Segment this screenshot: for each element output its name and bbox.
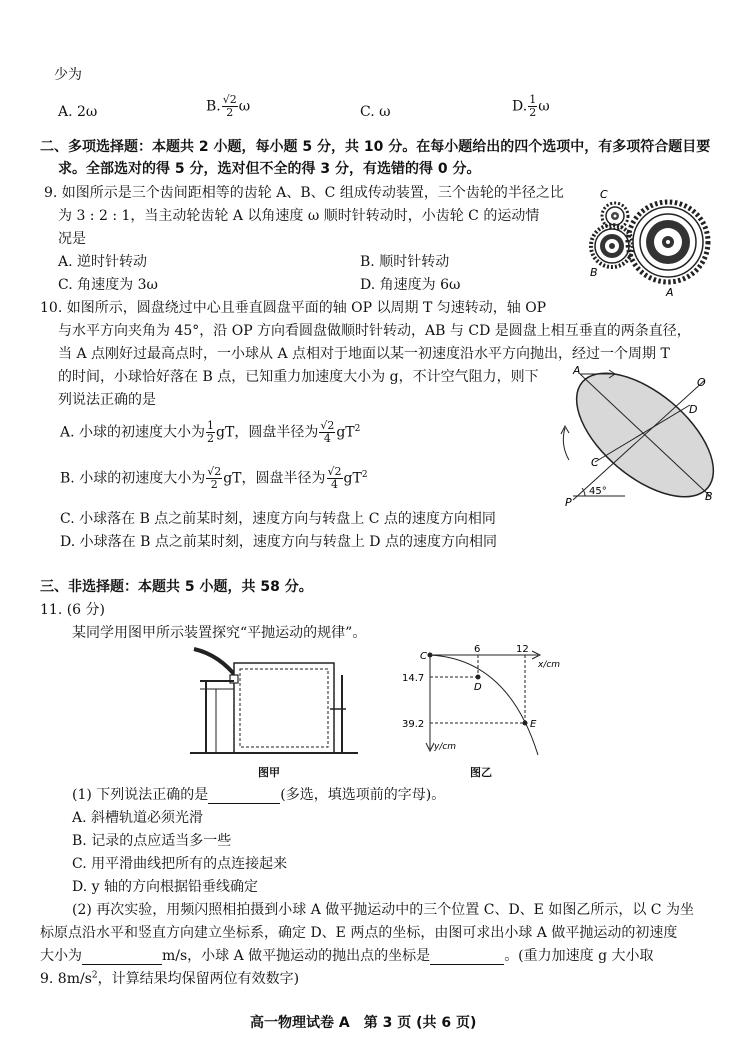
point-label-d: D (474, 682, 482, 693)
q8-option-c: C. ω (360, 104, 391, 120)
gear-label-c: C (600, 188, 608, 201)
section2-line1: 二、多项选择题：本题共 2 小题，每小题 5 分，共 10 分。在每小题给出的四个选项中，有多项符合题目要 (40, 139, 711, 155)
disc-figure (555, 360, 735, 510)
q11-option-d: D. y 轴的方向根据铅垂线确定 (72, 879, 258, 895)
q9-option-c: C. 角速度为 3ω (58, 277, 158, 293)
q9-line3: 况是 (58, 231, 86, 247)
disc-angle-label: 45° (589, 486, 607, 497)
q8-option-d: D. $\frac{1}{2}$ ω (512, 93, 550, 119)
q9-option-a: A. 逆时针转动 (58, 254, 148, 270)
q11-part2-line3: 大小为 m/s，小球 A 做平抛运动的抛出点的坐标是 。(重力加速度 g 大小取 (40, 948, 654, 964)
q9-option-b: B. 顺时针转动 (360, 254, 450, 270)
q10-line2: 与水平方向夹角为 45°，沿 OP 方向看圆盘做顺时针转动，AB 与 CD 是圆盘上相互垂直的两条直径， (58, 323, 691, 339)
disc-label-c: C (591, 456, 599, 469)
q8-tail-line: 少为 (54, 67, 82, 83)
fig1-caption: 图甲 (258, 766, 280, 779)
q11-option-b: B. 记录的点应适当多一些 (72, 833, 232, 849)
q10-line5: 列说法正确的是 (58, 392, 156, 408)
point-label-e: E (530, 719, 537, 730)
q11-intro: 某同学用图甲所示装置探究“平抛运动的规律”。 (72, 625, 367, 641)
disc-label-p: P (565, 496, 572, 509)
x-tick-6: 6 (474, 645, 481, 655)
gear-label-a: A (666, 286, 674, 299)
q11-coordinate-blank[interactable] (430, 948, 504, 965)
y-axis-label: y/cm (434, 742, 457, 752)
section2-line2: 求。全部选对的得 5 分，选对但不全的得 3 分，有选错的得 0 分。 (58, 161, 481, 177)
disc-label-a: A (573, 364, 581, 377)
apparatus-figure (190, 645, 360, 760)
page-footer: 高一物理试卷 A 第 3 页 (共 6 页) (250, 1015, 477, 1031)
q9-option-d: D. 角速度为 6ω (360, 277, 461, 293)
q9-line2: 为 3 : 2 : 1，当主动轮齿轮 A 以角速度 ω 顺时针转动时，小齿轮 C 的运动情 (58, 208, 540, 224)
q11-head: 11. (6 分) (40, 602, 105, 618)
q10-line3: 当 A 点刚好过最高点时，一小球从 A 点相对于地面以某一初速度沿水平方向抛出，经过一个周期 T (58, 346, 670, 362)
fig2-caption: 图乙 (470, 766, 492, 779)
q11-option-c: C. 用平滑曲线把所有的点连接起来 (72, 856, 288, 872)
q10-line1: 10. 如图所示，圆盘绕过中心且垂直圆盘平面的轴 OP 以周期 T 匀速转动，轴 OP (40, 300, 547, 316)
q10-option-b: B. 小球的初速度大小为 $\frac{√2}{2}$ gT，圆盘半径为 $\frac{√2}{4}$ $gT^2$ (60, 465, 368, 491)
gear-a (628, 202, 708, 282)
disc-label-o: O (697, 376, 706, 389)
q10-option-a: A. 小球的初速度大小为 $\frac{1}{2}$ gT，圆盘半径为 $\frac{√2}{4}$ $gT^2$ (60, 419, 361, 445)
q10-line4: 的时间，小球恰好落在 B 点，已知重力加速度大小为 g，不计空气阻力，则下 (58, 369, 539, 385)
q11-option-a: A. 斜槽轨道必须光滑 (72, 810, 204, 826)
point-label-c: C (420, 651, 427, 662)
q8-option-a: A. 2ω (58, 104, 98, 120)
q10-option-c: C. 小球落在 B 点之前某时刻，速度方向与转盘上 C 点的速度方向相同 (60, 511, 496, 527)
y-tick-392: 39.2 (402, 719, 425, 730)
q9-line1: 9. 如图所示是三个齿间距相等的齿轮 A、B、C 组成传动装置，三个齿轮的半径之比 (44, 185, 564, 201)
x-axis-label: x/cm (538, 660, 561, 670)
q10-option-d: D. 小球落在 B 点之前某时刻，速度方向与转盘上 D 点的速度方向相同 (60, 534, 497, 550)
q11-part2-line1: (2) 再次实验，用频闪照相拍摄到小球 A 做平抛运动中的三个位置 C、D、E 如图乙所示，以 C 为坐 (72, 902, 694, 918)
q11-part2-line4: 9. $8m/s^2$，计算结果均保留两位有效数字) (40, 970, 300, 987)
section3-title: 三、非选择题：本题共 5 小题，共 58 分。 (40, 579, 313, 595)
q11-part1-blank[interactable] (208, 787, 280, 804)
gear-figure (580, 180, 720, 300)
x-tick-12: 12 (516, 645, 529, 655)
disc-label-b: B (705, 490, 713, 503)
disc-label-d: D (689, 403, 698, 416)
q11-velocity-blank[interactable] (82, 948, 162, 965)
q8-option-b: B. $\frac{√2}{2}$ ω (206, 93, 251, 119)
y-tick-147: 14.7 (402, 673, 425, 684)
gear-label-b: B (590, 266, 598, 279)
q11-part2-line2: 标原点沿水平和竖直方向建立坐标系，确定 D、E 两点的坐标，由图可求出小球 A 做平抛运动的初速度 (40, 925, 678, 941)
trajectory-figure (388, 645, 568, 760)
q11-part1: (1) 下列说法正确的是 (多选，填选项前的字母)。 (72, 787, 446, 803)
